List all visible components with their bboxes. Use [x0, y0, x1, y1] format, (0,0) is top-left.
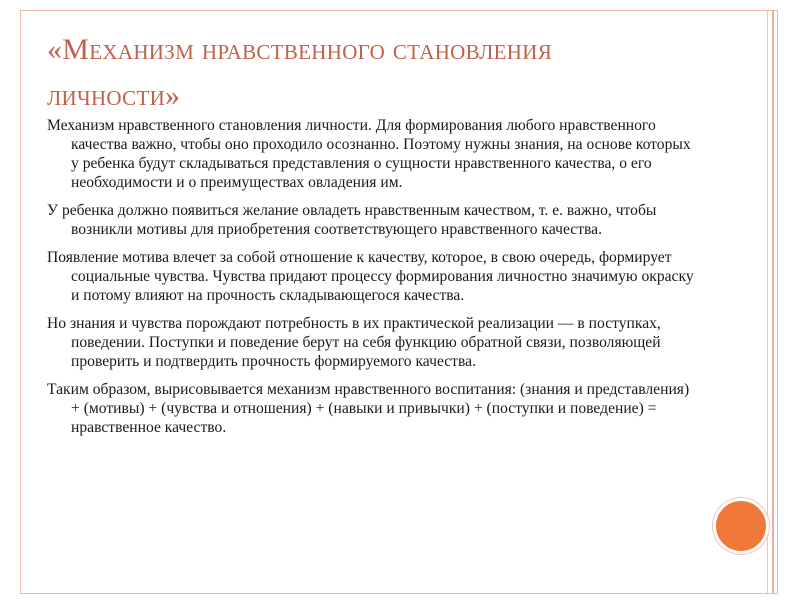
paragraph: Механизм нравственного становления личности. Для формирования любого нравственного качества важно, чтобы оно проходило осознанно. Поэтому нужны знания, на основе которых у ребенка будут складываться представления о сущности нравственного качества, о его необходимости и о преимуществах овладения им. [47, 117, 691, 191]
slide-body [47, 116, 697, 446]
paragraph: Но знания и чувства порождают потребность в их практической реализации — в поступках, поведении. Поступки и поведение берут на себя функцию обратной связи, позволяющей проверить и подтвердить прочность формируемого качества. [47, 315, 661, 370]
decorative-vertical-line [767, 10, 768, 594]
slide-title: «Механизм нравственного становления личности» [47, 33, 553, 112]
paragraph: Появление мотива влечет за собой отношение к качеству, которое, в свою очередь, формирует социальные чувства. Чувства придают процессу формирования личностно значимую окраску и потому влияют на прочность складывающегося качества. [47, 249, 694, 304]
paragraph: Таким образом, вырисовывается механизм нравственного воспитания: (знания и представления) + (мотивы) + (чувства и отношения) + (навыки и привычки) + (поступки и поведение) = нравственное качество. [47, 381, 690, 436]
paragraph: У ребенка должно появиться желание овладеть нравственным качеством, т. е. важно, чтобы возникли мотивы для приобретения соответствующего нравственного качества. [47, 202, 657, 238]
decorative-vertical-line [772, 10, 774, 594]
decorative-orange-circle [713, 498, 769, 554]
